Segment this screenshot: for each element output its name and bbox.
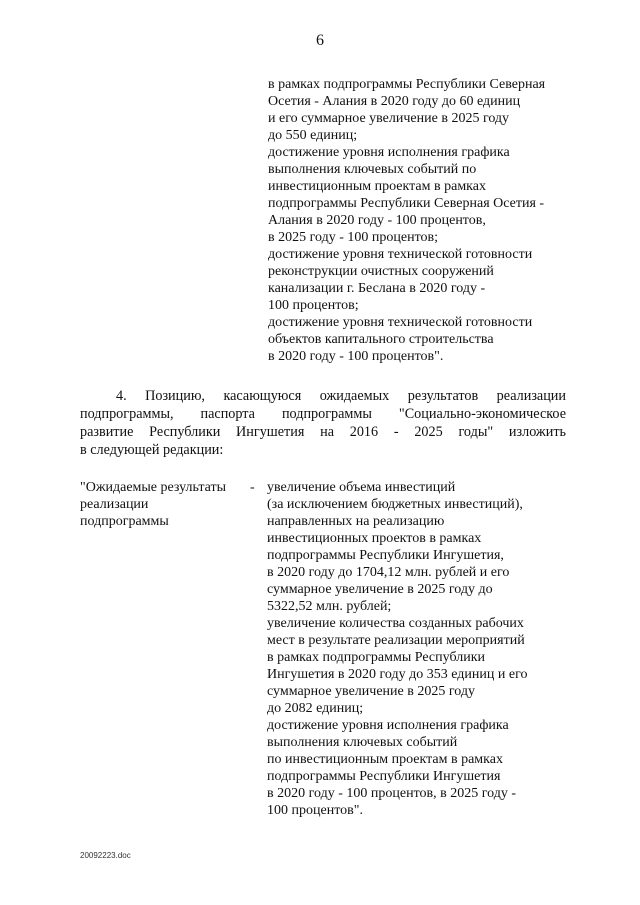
- text-line: канализации г. Беслана в 2020 году -: [268, 281, 486, 296]
- paragraph-line: подпрограммы, паспорта подпрограммы "Социально-экономическое: [80, 406, 566, 422]
- text-line: инвестиционным проектам в рамках: [268, 179, 486, 194]
- expected-results-list: [267, 479, 567, 819]
- label-line: "Ожидаемые результаты: [80, 480, 227, 495]
- value-line: направленных на реализацию: [267, 514, 445, 529]
- paragraph-line: развитие Республики Ингушетия на 2016 - 2025 годы" изложить: [80, 424, 566, 440]
- value-line: в 2020 году до 1704,12 млн. рублей и его: [267, 565, 510, 580]
- value-line: подпрограммы Республики Ингушетия: [267, 769, 501, 784]
- value-line: до 2082 единиц;: [267, 701, 364, 716]
- paragraph-line: 4. Позицию, касающуюся ожидаемых результатов реализации: [116, 388, 566, 404]
- value-line: увеличение объема инвестиций: [267, 480, 456, 495]
- position-label: [80, 479, 260, 530]
- text-line: подпрограммы Республики Северная Осетия -: [268, 196, 545, 211]
- value-line: 100 процентов".: [267, 803, 363, 818]
- text-line: в 2020 году - 100 процентов".: [268, 349, 444, 364]
- value-line: увеличение количества созданных рабочих: [267, 616, 524, 631]
- text-line: в 2025 году - 100 процентов;: [268, 230, 439, 245]
- text-line: Осетия - Алания в 2020 году до 60 единиц: [268, 94, 521, 109]
- text-line: в рамках подпрограммы Республики Северная: [268, 77, 546, 92]
- file-name-footer: 20092223.doc: [80, 851, 131, 860]
- amendment-paragraph: [80, 387, 566, 459]
- value-line: суммарное увеличение в 2025 году до: [267, 582, 493, 597]
- text-line: объектов капитального строительства: [268, 332, 494, 347]
- text-line: выполнения ключевых событий по: [268, 162, 477, 177]
- text-line: 100 процентов;: [268, 298, 359, 313]
- value-line: достижение уровня исполнения графика: [267, 718, 509, 733]
- value-line: выполнения ключевых событий: [267, 735, 458, 750]
- value-line: подпрограммы Республики Ингушетия,: [267, 548, 504, 563]
- page-number: 6: [316, 32, 324, 49]
- text-line: достижение уровня технической готовности: [268, 315, 533, 330]
- value-line: по инвестиционным проектам в рамках: [267, 752, 503, 767]
- value-line: мест в результате реализации мероприятий: [267, 633, 525, 648]
- value-line: 5322,52 млн. рублей;: [267, 599, 392, 614]
- value-line: в рамках подпрограммы Республики: [267, 650, 486, 665]
- value-line: инвестиционных проектов в рамках: [267, 531, 482, 546]
- label-line: реализации: [80, 497, 149, 512]
- text-line: достижение уровня исполнения графика: [268, 145, 510, 160]
- text-line: и его суммарное увеличение в 2025 году: [268, 111, 510, 126]
- text-line: до 550 единиц;: [268, 128, 358, 143]
- text-line: достижение уровня технической готовности: [268, 247, 533, 262]
- label-line: подпрограммы: [80, 514, 169, 529]
- value-line: (за исключением бюджетных инвестиций),: [267, 497, 523, 512]
- separator-dash: -: [250, 480, 255, 495]
- value-line: Ингушетия в 2020 году до 353 единиц и его: [267, 667, 528, 682]
- text-line: реконструкции очистных сооружений: [268, 264, 494, 279]
- continued-results-list: [268, 76, 598, 365]
- value-line: в 2020 году - 100 процентов, в 2025 году -: [267, 786, 517, 801]
- text-line: Алания в 2020 году - 100 процентов,: [268, 213, 486, 228]
- paragraph-line: в следующей редакции:: [80, 442, 224, 458]
- value-line: суммарное увеличение в 2025 году: [267, 684, 475, 699]
